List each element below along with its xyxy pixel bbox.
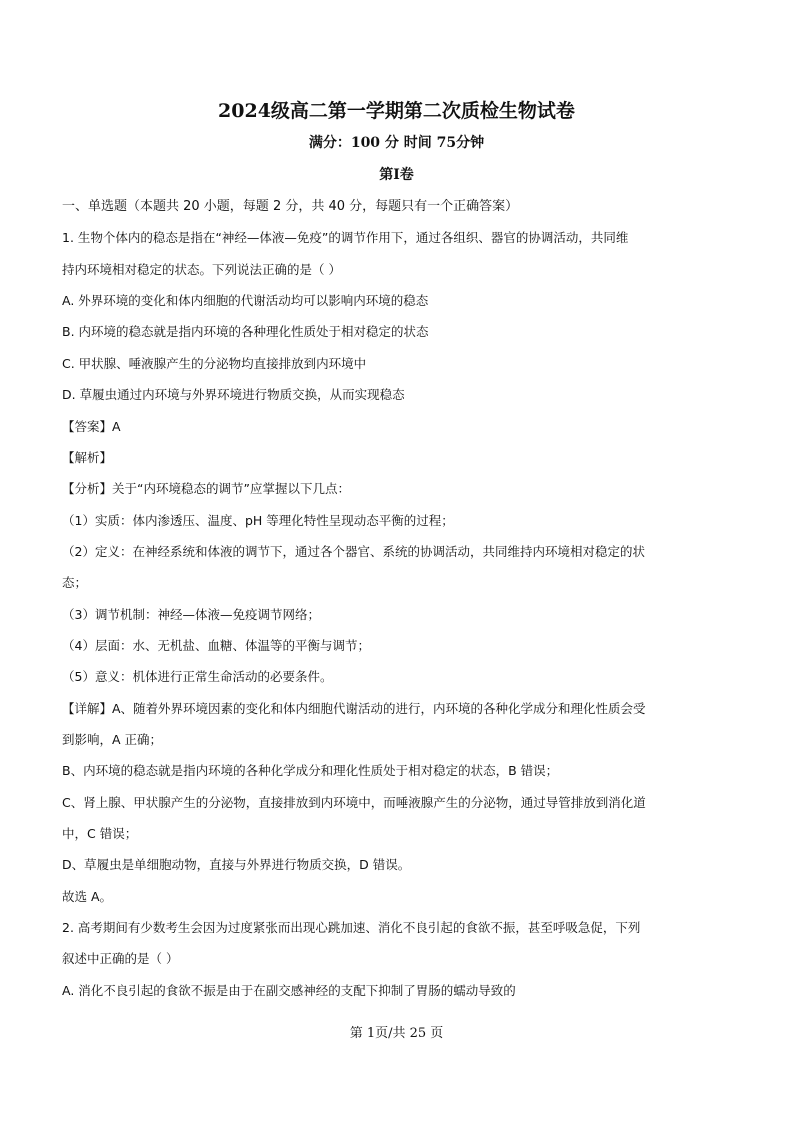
analysis-intro: 【分析】关于“内环境稳态的调节”应掌握以下几点： xyxy=(62,481,350,496)
analysis-point-4: （4）层面：水、无机盐、血糖、体温等的平衡与调节； xyxy=(62,638,370,653)
question-1-option-b: B. 内环境的稳态就是指内环境的各种理化性质处于相对稳定的状态 xyxy=(62,324,429,339)
analysis-point-3: （3）调节机制：神经—体液—免疫调节网络； xyxy=(62,607,320,622)
analysis-label: 【解析】 xyxy=(62,450,113,465)
question-2-option-a: A. 消化不良引起的食欲不振是由于在副交感神经的支配下抑制了胃肠的蠕动导致的 xyxy=(62,983,516,998)
exam-title: 2024级高二第一学期第二次质检生物试卷 xyxy=(218,100,575,122)
detail-c-line-1: C、肾上腺、甲状腺产生的分泌物，直接排放到内环境中，而唾液腺产生的分泌物，通过导管排放到消化道 xyxy=(62,795,646,810)
answer-line: 【答案】A xyxy=(62,419,121,434)
question-2-stem-line-1: 2. 高考期间有少数考生会因为过度紧张而出现心跳加速、消化不良引起的食欲不振，甚至呼吸急促，下列 xyxy=(62,920,641,935)
detail-b: B、内环境的稳态就是指内环境的各种化学成分和理化性质处于相对稳定的状态，B 错误； xyxy=(62,763,559,778)
detail-d: D、草履虫是单细胞动物，直接与外界进行物质交换，D 错误。 xyxy=(62,857,411,872)
question-1-option-d: D. 草履虫通过内环境与外界环境进行物质交换，从而实现稳态 xyxy=(62,387,405,402)
detail-a-line-1: 【详解】A、随着外界环境因素的变化和体内细胞代谢活动的进行，内环境的各种化学成分和理化性质会受 xyxy=(62,701,646,716)
analysis-point-1: （1）实质：体内渗透压、温度、pH 等理化特性呈现动态平衡的过程； xyxy=(62,513,454,528)
analysis-point-5: （5）意义：机体进行正常生命活动的必要条件。 xyxy=(62,669,333,684)
question-1-option-c: C. 甲状腺、唾液腺产生的分泌物均直接排放到内环境中 xyxy=(62,356,367,371)
question-1-stem-line-1: 1. 生物个体内的稳态是指在“神经—体液—免疫”的调节作用下，通过各组织、器官的协调活动，共同维 xyxy=(62,230,629,245)
conclusion: 故选 A。 xyxy=(62,889,113,904)
score-time-line: 满分：100 分 时间 75分钟 xyxy=(308,135,485,151)
page-footer: 第 1页/共 25 页 xyxy=(349,1026,444,1041)
detail-c-line-2: 中，C 错误； xyxy=(62,826,138,841)
analysis-point-2-line-1: （2）定义：在神经系统和体液的调节下，通过各个器官、系统的协调活动，共同维持内环境相对稳定的状 xyxy=(62,544,645,559)
question-1-option-a: A. 外界环境的变化和体内细胞的代谢活动均可以影响内环境的稳态 xyxy=(62,293,429,308)
question-1-stem-line-2: 持内环境相对稳定的状态。下列说法正确的是（ ） xyxy=(62,262,341,277)
detail-a-line-2: 到影响，A 正确； xyxy=(62,732,163,747)
section-heading: 一、单选题（本题共 20 小题，每题 2 分，共 40 分，每题只有一个正确答案） xyxy=(62,199,519,214)
volume-label: 第Ⅰ卷 xyxy=(379,167,414,183)
question-2-stem-line-2: 叙述中正确的是（ ） xyxy=(62,951,179,966)
analysis-point-2-line-2: 态； xyxy=(62,575,88,590)
